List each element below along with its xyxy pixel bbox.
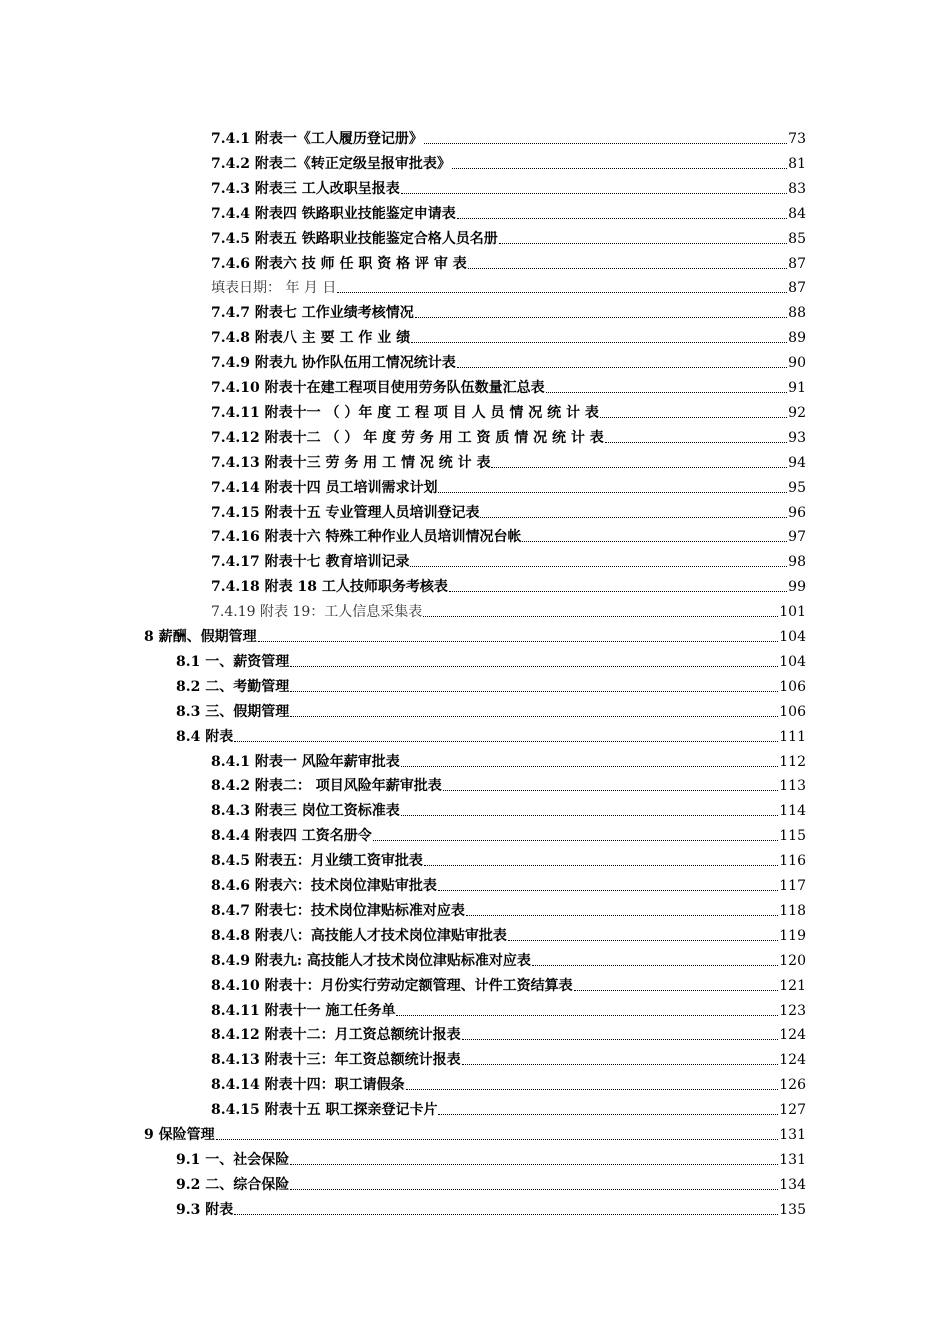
toc-entry[interactable]: [211, 821, 806, 845]
toc-entry-title: 7.4.11 附表十一 （ ）年 度 工 程 项 目 人 员 情 况 统 计 表: [211, 404, 599, 421]
toc-entry-title: 7.4.9 附表九 协作队伍用工情况统计表: [211, 355, 456, 372]
dot-leader: [258, 640, 779, 642]
toc-entry[interactable]: [211, 747, 806, 771]
dot-leader: [290, 1188, 778, 1190]
toc-entry-page-number: 88: [788, 305, 806, 322]
dot-leader: [423, 615, 778, 617]
toc-entry-title: 8.4.12 附表十二：月工资总额统计报表: [211, 1027, 461, 1044]
toc-entry[interactable]: [211, 572, 806, 596]
toc-entry-page-number: 90: [788, 355, 806, 372]
dot-leader: [532, 964, 778, 966]
toc-entry-title: 7.4.12 附表十二 （ ） 年 度 劳 务 用 工 资 质 情 况 统 计 表: [211, 429, 604, 446]
toc-entry[interactable]: [211, 298, 806, 322]
dot-leader: [466, 914, 778, 916]
toc-entry[interactable]: [144, 1120, 806, 1144]
toc-entry[interactable]: [211, 348, 806, 372]
dot-leader: [438, 491, 787, 493]
toc-entry[interactable]: [211, 996, 806, 1020]
toc-entry-page-number: 98: [788, 554, 806, 571]
toc-entry-page-number: 96: [788, 504, 806, 521]
toc-entry-page-number: 114: [779, 803, 806, 820]
toc-entry-title: 7.4.17 附表十七 教育培训记录: [211, 554, 410, 571]
toc-entry-page-number: 117: [779, 878, 806, 894]
toc-entry-page-number: 120: [779, 952, 806, 969]
dot-leader: [373, 839, 779, 841]
toc-entry-title: 8.4.3 附表三 岗位工资标准表: [211, 803, 400, 820]
dot-leader: [546, 391, 788, 393]
toc-entry[interactable]: [144, 622, 806, 646]
toc-entry[interactable]: [211, 149, 806, 173]
toc-entry-title: 7.4.10 附表十在建工程项目使用劳务队伍数量汇总表: [211, 380, 545, 396]
toc-entry-title: 8 薪酬、假期管理: [144, 629, 257, 645]
toc-entry[interactable]: [176, 697, 806, 721]
toc-entry-title: 8.2 二、考勤管理: [176, 678, 290, 695]
toc-entry-page-number: 81: [788, 155, 806, 172]
toc-entry-title: 8.1 一、薪资管理: [176, 653, 290, 670]
toc-entry-title: 8.4.2 附表二： 项目风险年薪审批表: [211, 778, 442, 795]
toc-entry-page-number: 91: [788, 380, 806, 396]
toc-entry[interactable]: [176, 647, 806, 671]
toc-entry[interactable]: [211, 473, 806, 497]
dot-leader: [443, 789, 779, 791]
dot-leader: [396, 1014, 778, 1016]
toc-entry-title: 8.4.9 附表九: 高技能人才技术岗位津贴标准对应表: [211, 952, 531, 969]
toc-entry-title: 7.4.7 附表七 工作业绩考核情况: [211, 305, 414, 322]
toc-entry-page-number: 83: [788, 180, 806, 197]
dot-leader: [522, 540, 787, 542]
dot-leader: [449, 590, 787, 592]
dot-leader: [462, 1063, 779, 1065]
dot-leader: [216, 1138, 779, 1140]
toc-entry-page-number: 106: [779, 703, 806, 720]
toc-entry-page-number: 104: [779, 629, 806, 645]
dot-leader: [480, 516, 787, 518]
toc-entry-title: 8.4.4 附表四 工资名册令: [211, 828, 372, 845]
toc-entry-title: 7.4.2 附表二《转正定级呈报审批表》: [211, 155, 451, 172]
toc-entry[interactable]: [211, 273, 806, 297]
toc-entry-title: 8.4.14 附表十四：职工请假条: [211, 1077, 405, 1094]
toc-entry[interactable]: [211, 771, 806, 795]
dot-leader: [491, 466, 787, 468]
toc-entry-page-number: 92: [788, 404, 806, 421]
toc-entry[interactable]: [176, 672, 806, 696]
toc-entry[interactable]: [176, 1195, 806, 1219]
toc-entry-title: 填表日期： 年 月 日: [211, 280, 337, 297]
toc-entry-title: 8.4.6 附表六：技术岗位津贴审批表: [211, 878, 437, 894]
toc-entry-title: 7.4.5 附表五 铁路职业技能鉴定合格人员名册: [211, 230, 498, 247]
toc-entry[interactable]: [211, 547, 806, 571]
toc-entry-page-number: 112: [779, 753, 806, 770]
toc-entry[interactable]: [211, 1045, 806, 1069]
dot-leader: [499, 242, 787, 244]
dot-leader: [410, 565, 787, 567]
toc-entry-page-number: 134: [779, 1176, 806, 1193]
toc-entry-title: 8.4.8 附表八：高技能人才技术岗位津贴审批表: [211, 927, 507, 944]
dot-leader: [462, 1038, 779, 1040]
dot-leader: [574, 989, 779, 991]
toc-entry-title: 7.4.6 附表六 技 师 任 职 资 格 评 审 表: [211, 255, 467, 272]
toc-entry-title: 7.4.19 附表 19：工人信息采集表: [211, 604, 423, 621]
toc-entry-title: 7.4.18 附表 18 工人技师职务考核表: [211, 579, 448, 596]
toc-entry[interactable]: [211, 796, 806, 820]
toc-entry[interactable]: [211, 1095, 806, 1119]
toc-entry[interactable]: [211, 174, 806, 198]
toc-entry-page-number: 95: [788, 479, 806, 496]
toc-entry-page-number: 123: [779, 1002, 806, 1019]
toc-entry-page-number: 94: [788, 454, 806, 471]
toc-entry-title: 8.4.15 附表十五 职工探亲登记卡片: [211, 1102, 438, 1119]
dot-leader: [457, 366, 787, 368]
toc-entry-title: 9.3 附表: [176, 1201, 234, 1218]
dot-leader: [508, 939, 778, 941]
toc-entry[interactable]: [211, 448, 806, 472]
toc-entry[interactable]: [211, 249, 806, 273]
toc-entry-title: 8.4.7 附表七：技术岗位津贴标准对应表: [211, 902, 465, 919]
toc-entry-title: 8.4.10 附表十：月份实行劳动定额管理、计件工资结算表: [211, 977, 573, 994]
toc-entry[interactable]: [211, 846, 806, 870]
toc-entry-page-number: 106: [779, 678, 806, 695]
dot-leader: [337, 291, 787, 293]
dot-leader: [600, 416, 787, 418]
toc-entry-page-number: 87: [788, 255, 806, 272]
dot-leader: [290, 690, 778, 692]
toc-entry-page-number: 89: [788, 330, 806, 347]
toc-entry-title: 8.4.13 附表十三：年工资总额统计报表: [211, 1052, 461, 1069]
toc-entry-page-number: 131: [779, 1127, 806, 1143]
toc-entry-page-number: 111: [779, 728, 806, 745]
dot-leader: [234, 1213, 778, 1215]
toc-entry-page-number: 124: [779, 1052, 806, 1069]
toc-entry-page-number: 113: [779, 778, 806, 795]
toc-entry-page-number: 73: [788, 131, 806, 147]
toc-entry[interactable]: [211, 921, 806, 945]
toc-entry-title: 7.4.1 附表一《工人履历登记册》: [211, 131, 423, 147]
toc-entry-page-number: 84: [788, 205, 806, 222]
toc-entry-title: 8.4.5 附表五：月业绩工资审批表: [211, 853, 423, 870]
toc-entry-page-number: 116: [779, 853, 806, 870]
toc-entry[interactable]: [211, 224, 806, 248]
toc-entry[interactable]: [211, 971, 806, 995]
toc-entry-title: 9 保险管理: [144, 1127, 215, 1143]
toc-entry-page-number: 99: [788, 579, 806, 596]
dot-leader: [290, 1163, 778, 1165]
dot-leader: [457, 217, 787, 219]
toc-entry[interactable]: [211, 199, 806, 223]
toc-entry-title: 9.2 二、综合保险: [176, 1176, 290, 1193]
toc-entry-page-number: 93: [788, 429, 806, 446]
toc-entry-title: 8.4 附表: [176, 728, 234, 745]
toc-entry[interactable]: [211, 373, 806, 397]
toc-entry[interactable]: [211, 946, 806, 970]
dot-leader: [290, 715, 778, 717]
toc-entry-title: 7.4.8 附表八 主 要 工 作 业 绩: [211, 330, 411, 347]
toc-entry[interactable]: [211, 124, 806, 148]
dot-leader: [401, 765, 779, 767]
toc-entry-title: 7.4.15 附表十五 专业管理人员培训登记表: [211, 504, 480, 521]
dot-leader: [406, 1088, 779, 1090]
toc-entry-page-number: 131: [779, 1151, 806, 1168]
toc-entry-title: 7.4.16 附表十六 特殊工种作业人员培训情况台帐: [211, 529, 522, 546]
toc-entry-page-number: 135: [779, 1201, 806, 1218]
toc-entry-page-number: 85: [788, 230, 806, 247]
toc-entry[interactable]: [211, 323, 806, 347]
dot-leader: [438, 889, 778, 891]
toc-entry[interactable]: [211, 896, 806, 920]
toc-entry-title: 8.4.11 附表十一 施工任务单: [211, 1002, 396, 1019]
toc-entry-page-number: 126: [779, 1077, 806, 1094]
toc-entry-title: 8.3 三、假期管理: [176, 703, 290, 720]
toc-entry[interactable]: [211, 871, 806, 895]
toc-entry[interactable]: [211, 522, 806, 546]
toc-entry[interactable]: [211, 498, 806, 522]
toc-entry-page-number: 97: [788, 529, 806, 546]
dot-leader: [415, 316, 787, 318]
toc-entry[interactable]: [176, 1145, 806, 1169]
toc-entry-title: 7.4.4 附表四 铁路职业技能鉴定申请表: [211, 205, 456, 222]
dot-leader: [468, 267, 787, 269]
toc-entry[interactable]: [211, 1070, 806, 1094]
dot-leader: [452, 167, 787, 169]
toc-entry-title: 7.4.3 附表三 工人改职呈报表: [211, 180, 400, 197]
toc-entry[interactable]: [176, 1170, 806, 1194]
toc-entry-title: 8.4.1 附表一 风险年薪审批表: [211, 753, 400, 770]
toc-entry-page-number: 118: [779, 902, 806, 919]
toc-entry-page-number: 127: [779, 1102, 806, 1119]
dot-leader: [605, 441, 787, 443]
toc-entry-page-number: 87: [788, 280, 806, 297]
toc-entry-title: 9.1 一、社会保险: [176, 1151, 290, 1168]
dot-leader: [424, 864, 778, 866]
toc-entry[interactable]: [211, 398, 806, 422]
toc-entry-title: 7.4.14 附表十四 员工培训需求计划: [211, 479, 438, 496]
toc-entry-page-number: 104: [779, 653, 806, 670]
dot-leader: [401, 814, 779, 816]
toc-entry-page-number: 121: [779, 977, 806, 994]
dot-leader: [411, 341, 787, 343]
toc-entry-page-number: 124: [779, 1027, 806, 1044]
dot-leader: [234, 740, 778, 742]
dot-leader: [438, 1113, 778, 1115]
toc-entry[interactable]: [211, 423, 806, 447]
dot-leader: [424, 142, 787, 144]
toc-entry-page-number: 101: [779, 604, 806, 621]
toc-entry-page-number: 119: [779, 927, 806, 944]
toc-entry[interactable]: [211, 1020, 806, 1044]
dot-leader: [401, 192, 787, 194]
toc-entry[interactable]: [211, 597, 806, 621]
dot-leader: [290, 665, 778, 667]
toc-entry-title: 7.4.13 附表十三 劳 务 用 工 情 况 统 计 表: [211, 454, 491, 471]
toc-entry[interactable]: [176, 722, 806, 746]
toc-entry-page-number: 115: [779, 828, 806, 845]
